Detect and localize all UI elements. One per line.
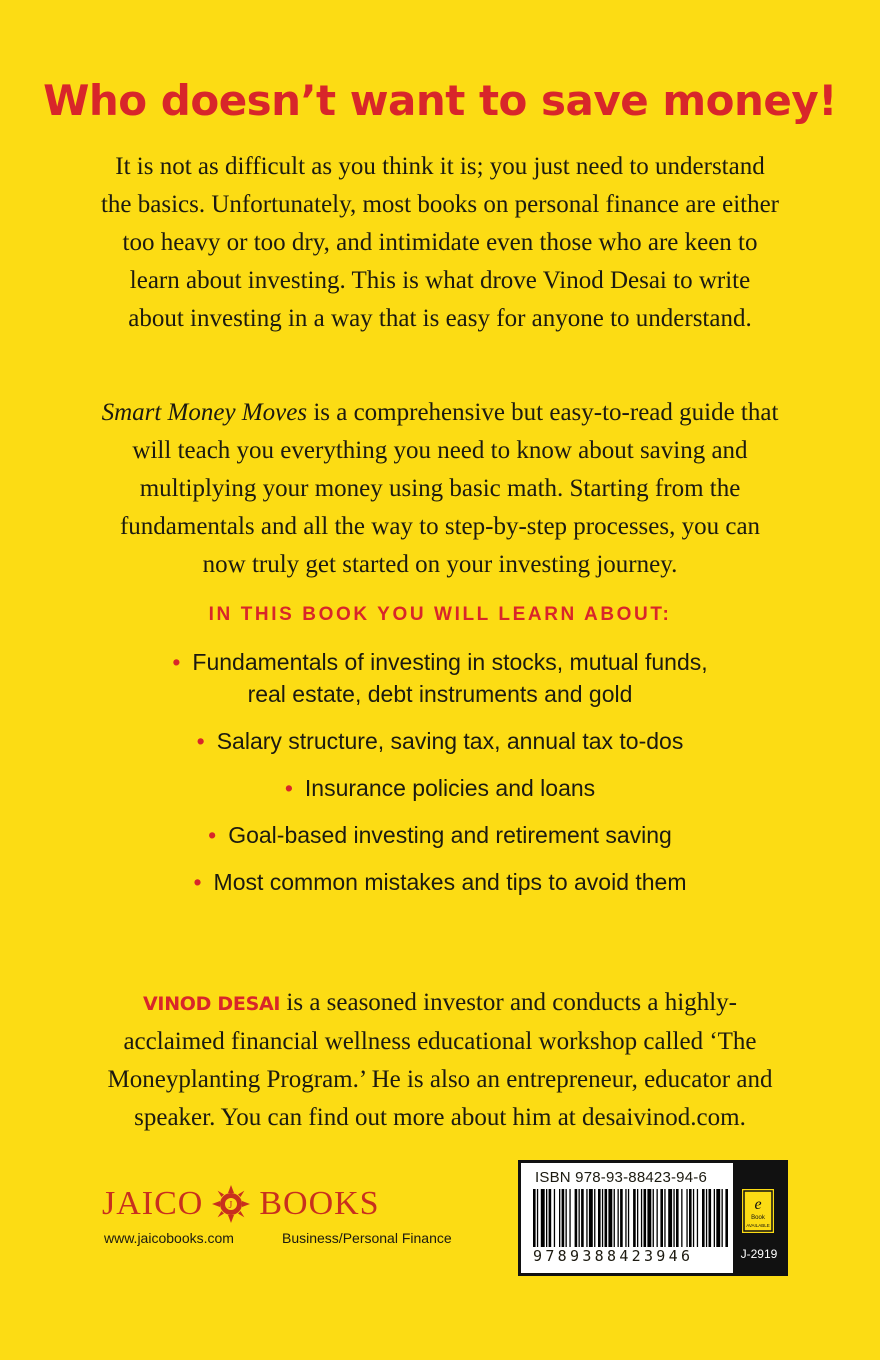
headline: Who doesn’t want to save money! xyxy=(43,76,837,125)
bullet-dot: • xyxy=(284,775,293,801)
ebook-label-available: AVAILABLE xyxy=(746,1223,770,1228)
bullet-list xyxy=(0,646,880,913)
bullet-dot: • xyxy=(196,728,205,754)
bullet-item xyxy=(0,866,880,898)
publisher-logo xyxy=(102,1184,380,1224)
bullet-text: Fundamentals of investing in stocks, mutual funds, xyxy=(192,649,708,675)
intro-paragraph: It is not as difficult as you think it is; you just need to understand the basics. Unfortunately, most books on personal finance are either too heavy or too dry, and intimidate even those who are keen to learn about investing. This is what drove Vinod Desai to write about investing in a way that is easy for anyone to understand. xyxy=(100,153,780,332)
barcode-digits: 9789388423946 xyxy=(533,1247,694,1265)
book-title: Smart Money Moves xyxy=(101,399,308,426)
isbn-label: ISBN 978-93-88423-94-6 xyxy=(535,1169,708,1186)
bullet-item xyxy=(0,819,880,851)
seal-letter: J xyxy=(228,1200,234,1211)
sun-seal-icon xyxy=(211,1184,251,1224)
bullet-text: Goal-based investing and retirement saving xyxy=(228,822,672,848)
bullet-text: Salary structure, saving tax, annual tax to-dos xyxy=(216,728,684,754)
bullet-item xyxy=(0,646,880,710)
ebook-label-book: Book xyxy=(751,1215,765,1221)
book-category: Business/Personal Finance xyxy=(282,1230,452,1246)
book-description: is a comprehensive but easy-to-read guide that will teach you everything you need to know about saving and multiplying your money using basic math. Starting from the fundamentals and all the way to step-by-step processes, you can now truly get started on your investing journey. xyxy=(119,399,779,578)
author-name: VINOD DESAI xyxy=(143,993,281,1015)
publisher-name-right: BOOKS xyxy=(259,1185,380,1222)
author-bio xyxy=(100,984,780,1137)
bullet-dot: • xyxy=(172,649,181,675)
bullet-text: Most common mistakes and tips to avoid them xyxy=(213,869,687,895)
ebook-letter: e xyxy=(754,1196,762,1213)
ebook-available-icon xyxy=(742,1189,774,1233)
side-panel xyxy=(733,1163,785,1273)
book-paragraph xyxy=(100,394,780,584)
bullet-dot: • xyxy=(193,869,202,895)
author-bio-text: is a seasoned investor and conducts a highly-acclaimed financial wellness educational workshop called ‘The Moneyplanting Program.’ He is also an entrepreneur, educator and speaker. You can find out more about him at desaivinod.com. xyxy=(107,989,773,1131)
bullet-item xyxy=(0,725,880,757)
bullet-dot: • xyxy=(208,822,217,848)
publisher-website: www.jaicobooks.com xyxy=(104,1230,234,1246)
barcode-box xyxy=(518,1160,788,1276)
barcode-bars xyxy=(533,1189,729,1247)
bullet-text: Insurance policies and loans xyxy=(304,775,596,801)
learn-heading: IN THIS BOOK YOU WILL LEARN ABOUT: xyxy=(208,604,672,625)
bullet-item xyxy=(0,772,880,804)
publisher-name-left: JAICO xyxy=(102,1185,204,1222)
bullet-text-line2: real estate, debt instruments and gold xyxy=(247,681,633,707)
product-code: J-2919 xyxy=(740,1247,778,1261)
